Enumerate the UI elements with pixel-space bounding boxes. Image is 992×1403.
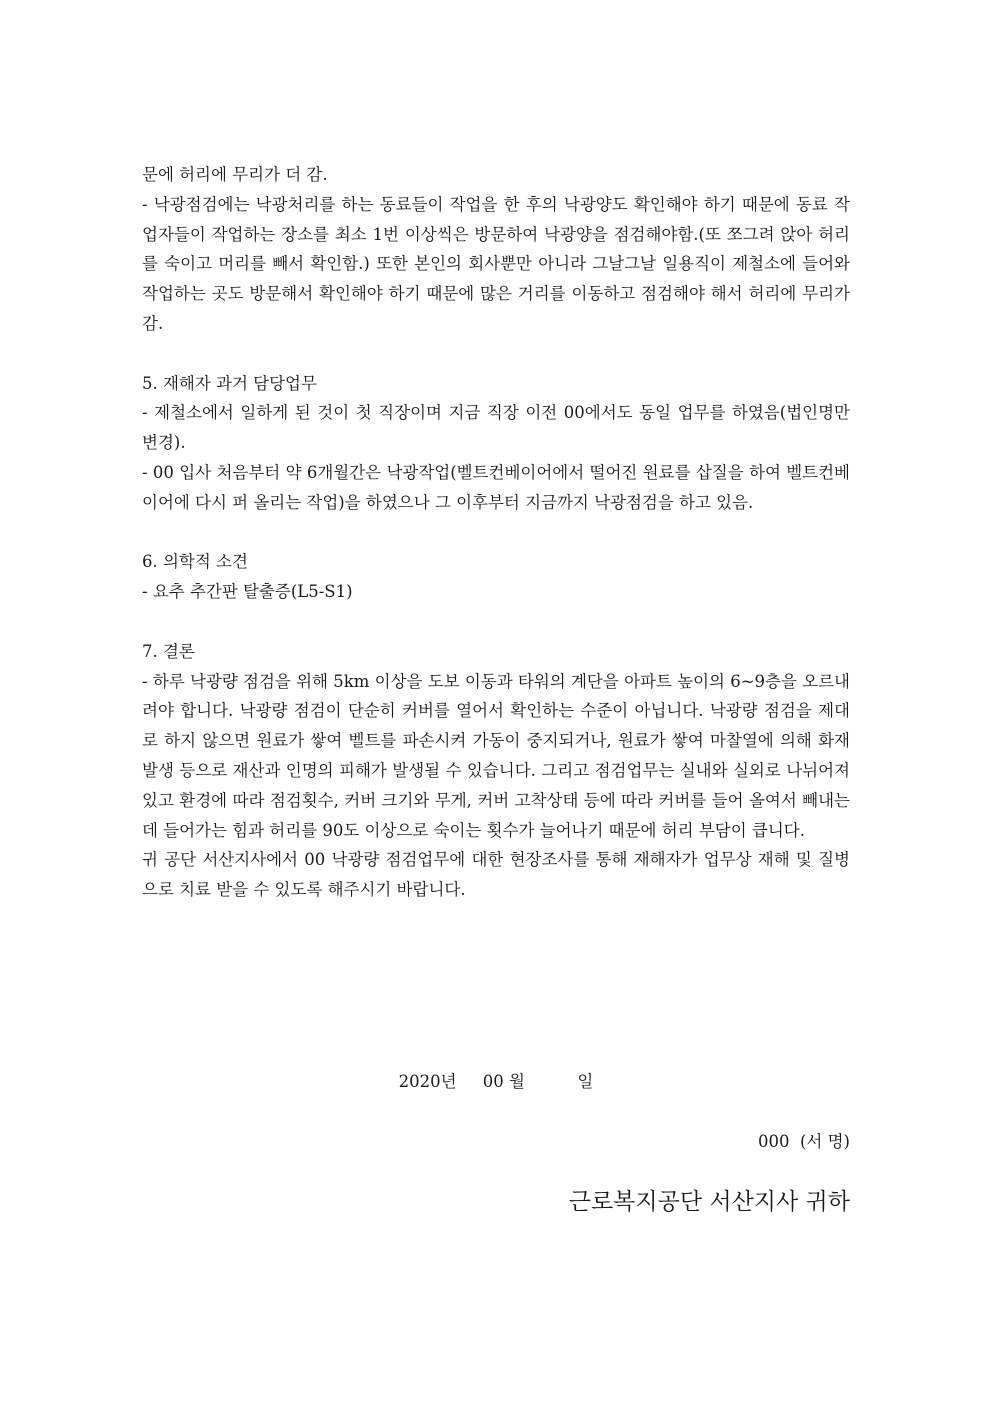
section-7-item-1: - 하루 낙광량 점검을 위해 5km 이상을 도보 이동과 타워의 계단을 아파트 높이의 6~9층을 오르내려야 합니다. 낙광량 점검이 단순히 커버를 열어서 확인하는 수준이 아닙니다. 낙광량 점검을 제대로 하지 않으면 원료가 쌓여 벨트를 파손시켜 가동이 중지되거나, 원료가 쌓여 마찰열에 의해 화재발생 등으로 재산과 인명의 피해가 발생될 수 있습니다. 그리고 점검업무는 실내와 실외로 나뉘어져 있고 환경에 따라 점검횟수, 커버 크기와 무게, 커버 고착상태 등에 따라 커버를 들어 올여서 빼내는데 들어가는 힘과 허리를 90도 이상으로 숙이는 횟수가 늘어나기 때문에 허리 부담이 큽니다. [142, 671, 850, 840]
signature-label: (서 명) [800, 1132, 850, 1151]
signature-line [758, 1128, 850, 1152]
spacer [142, 339, 850, 369]
section-5-item-1: - 제철소에서 일하게 된 것이 첫 직장이며 지금 직장 이전 00에서도 동일 업무를 하였음(법인명만 변경). [142, 403, 850, 453]
date-month: 00 월 [482, 1072, 525, 1091]
document-date [0, 1068, 992, 1092]
document-body [142, 160, 850, 905]
paragraph-inspection-detail: - 낙광점검에는 낙광처리를 하는 동료들이 작업을 한 후의 낙광양도 확인해야 하기 때문에 동료 작업자들이 작업하는 장소를 최소 1번 이상씩은 방문하여 낙광양을 점검해야함.(또 쪼그려 앉아 허리를 숙이고 머리를 빼서 확인함.) 또한 본인의 회사뿐만 아니라 그날그날 일용직이 제철소에 들어와 작업하는 곳도 방문해서 확인해야 하기 때문에 많은 거리를 이동하고 점검해야 해서 허리에 무리가 감. [142, 194, 850, 333]
date-year: 2020년 [398, 1072, 457, 1091]
section-5-item-2: - 00 입사 처음부터 약 6개월간은 낙광작업(벨트컨베이어에서 떨어진 원료를 삽질을 하여 벨트컨베이어에 다시 퍼 올리는 작업)을 하였으나 그 이후부터 지금까지 낙광점검을 하고 있음. [142, 462, 850, 512]
spacer [142, 518, 850, 548]
paragraph-continuation: 문에 허리에 무리가 더 감. [142, 165, 328, 184]
signer-name: 000 [758, 1132, 790, 1151]
section-7-title: 7. 결론 [142, 641, 195, 661]
section-5-title: 5. 재해자 과거 담당업무 [142, 373, 317, 393]
section-6-title: 6. 의학적 소견 [142, 552, 248, 572]
section-6-item-1: - 요추 추간판 탈출증(L5-S1) [142, 582, 353, 602]
spacer [142, 607, 850, 637]
date-day: 일 [577, 1072, 594, 1091]
recipient-line: 근로복지공단 서산지사 귀하 [568, 1189, 850, 1215]
section-7-request: 귀 공단 서산지사에서 00 낙광량 점검업무에 대한 현장조사를 통해 재해자가 업무상 재해 및 질병으로 치료 받을 수 있도록 해주시기 바랍니다. [142, 850, 850, 900]
